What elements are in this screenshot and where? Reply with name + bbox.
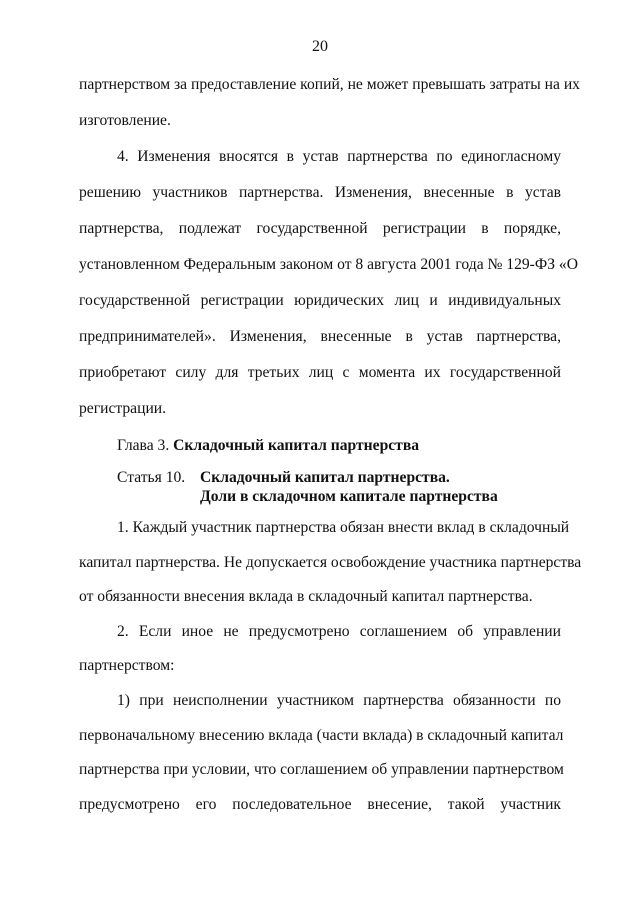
text-line: приобретают силу для третьих лиц с момента их государственной <box>79 364 561 381</box>
text-line: партнерства при условии, что соглашением об управлении партнерством <box>79 761 564 778</box>
chapter-title: Складочный капитал партнерства <box>173 437 420 454</box>
text-line: первоначальному внесению вклада (части вклада) в складочный капитал <box>79 727 564 744</box>
text-line: предпринимателей». Изменения, внесенные в устав партнерства, <box>79 328 561 345</box>
text-line: капитал партнерства. Не допускается освобождение участника партнерства <box>79 554 582 571</box>
paragraph-4-first-line: 4. Изменения вносятся в устав партнерства по единогласному <box>117 148 561 165</box>
article-title-line-2: Доли в складочном капитале партнерства <box>200 488 498 505</box>
text-line: партнерством за предоставление копий, не может превышать затраты на их <box>79 76 580 93</box>
text-line: от обязанности внесения вклада в складочный капитал партнерства. <box>79 588 533 605</box>
text-line: предусмотрено его последовательное внесение, такой участник <box>79 796 561 813</box>
page-number: 20 <box>312 38 328 55</box>
article-title-line-1: Складочный капитал партнерства. <box>200 469 450 486</box>
subparagraph-1-first-line: 1) при неисполнении участником партнерства обязанности по <box>117 692 561 709</box>
chapter-label: Глава 3. <box>117 437 170 454</box>
text-line: партнерством: <box>79 657 175 674</box>
text-line: решению участников партнерства. Изменения, внесенные в устав <box>79 184 561 201</box>
text-line: партнерства, подлежат государственной регистрации в порядке, <box>79 220 561 237</box>
paragraph-2-first-line: 2. Если иное не предусмотрено соглашением об управлении <box>117 623 561 640</box>
text-line: изготовление. <box>79 112 171 129</box>
article-label: Статья 10. <box>117 469 186 486</box>
chapter-heading <box>117 436 561 456</box>
text-line: регистрации. <box>79 400 167 417</box>
text-line: установленном Федеральным законом от 8 августа 2001 года № 129-ФЗ «О <box>79 256 578 273</box>
text-line: государственной регистрации юридических лиц и индивидуальных <box>79 292 561 309</box>
paragraph-1-first-line: 1. Каждый участник партнерства обязан внести вклад в складочный <box>117 519 570 536</box>
